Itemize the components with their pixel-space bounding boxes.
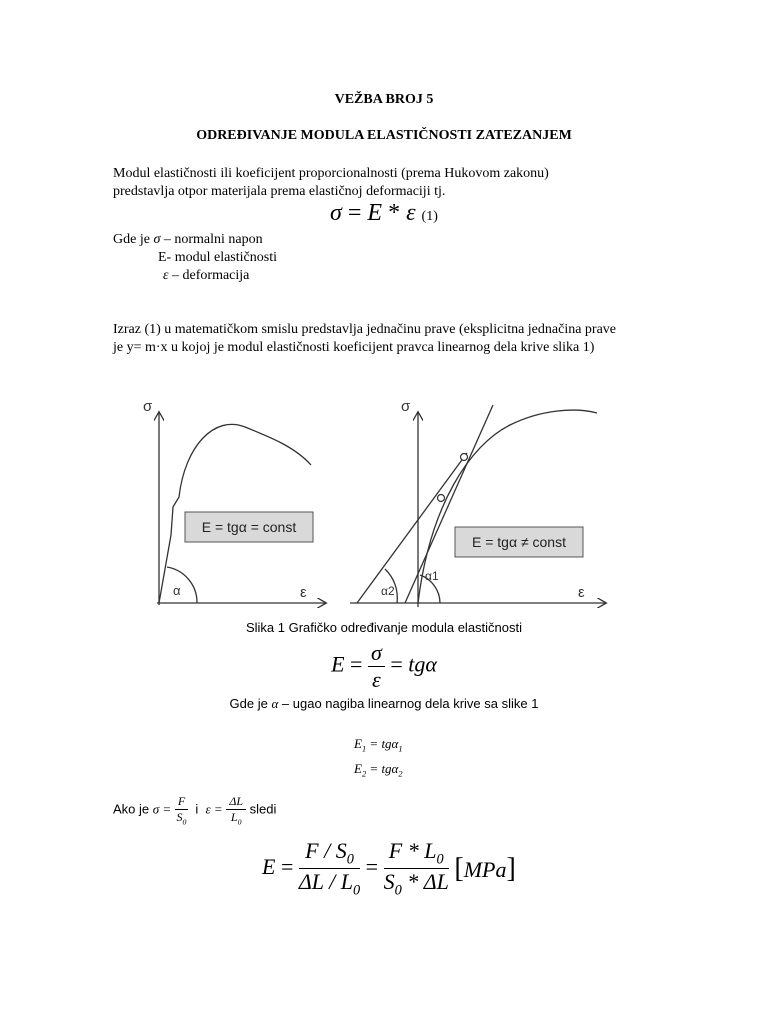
ako-F: F: [175, 794, 188, 810]
where1-line-eps: [163, 267, 249, 285]
ako-S0-sub: 0: [182, 817, 187, 827]
where2-alpha: α: [271, 696, 279, 711]
eq4-num1: [299, 838, 360, 869]
eq3-rhs1-sub: 1: [398, 743, 403, 754]
eq4-fraction-1: [299, 838, 360, 900]
eq1-equals: =: [347, 200, 362, 226]
where1-line-sigma: [113, 231, 263, 249]
para2-line-2: je y= m·x u kojoj je modul elastičnosti koeficijent pravca linearnog dela krive slika 1): [113, 340, 595, 355]
eq4-num1-text: F / S: [305, 838, 347, 863]
eq3-E1: E: [354, 736, 362, 751]
figure-caption: Slika 1 Grafičko određivanje modula elastičnosti: [245, 620, 523, 635]
equation-4: [262, 838, 516, 900]
left-y-label: σ: [143, 398, 153, 415]
where1-eps-desc: – deformacija: [168, 268, 250, 283]
right-y-label: σ: [401, 398, 411, 415]
ako-S0-letter: S: [176, 810, 183, 824]
ako-i: i: [195, 801, 199, 817]
ako-L0-sub: 0: [237, 817, 242, 827]
subheading: ODREĐIVANJE MODULA ELASTIČNOSTI ZATEZANJEM: [196, 128, 572, 143]
right-angle2-label: α2: [381, 584, 395, 598]
ako-prefix: Ako je: [113, 801, 150, 817]
eq4-num2-text: F * L: [388, 838, 437, 863]
right-curve: [418, 410, 597, 603]
ako-L0-letter: L: [230, 810, 238, 824]
eq1-epsilon: ε: [406, 200, 416, 226]
eq4-E: E: [262, 853, 276, 879]
right-formula-text: E = tgα ≠ const: [472, 534, 566, 550]
left-angle-arc: [167, 567, 197, 603]
eq3-rhs2-sub: 2: [398, 768, 403, 779]
eq4-den2-sub: 0: [394, 882, 402, 899]
eq4-den2: [384, 869, 449, 899]
intro-line-1: Modul elastičnosti ili koeficijent proporcionalnosti (prema Hukovom zakonu): [113, 166, 549, 181]
eq2-denominator: ε: [372, 667, 381, 692]
eq2-E: E: [331, 651, 345, 677]
left-x-label: ε: [300, 584, 307, 601]
eq2-fraction: [368, 640, 385, 693]
ako-fraction-2: [226, 794, 246, 826]
eq3-rhs1: = tgα: [366, 736, 399, 751]
equation-3: [354, 734, 403, 783]
ako-je-line: [113, 794, 276, 826]
eq2-equals: =: [350, 651, 363, 677]
eq4-num2: [384, 838, 449, 869]
equation-2: [0, 640, 768, 693]
eq4-den2-text: S: [383, 869, 395, 895]
eq3-E2-sub: 2: [361, 768, 367, 779]
eq3-E2: E: [354, 760, 362, 776]
eq4-fraction-2: [384, 838, 449, 900]
right-point-1: [438, 495, 445, 502]
left-formula-text: E = tgα = const: [201, 519, 297, 535]
ako-eps: ε =: [205, 801, 223, 817]
eq4-num2-sub: 0: [436, 851, 444, 868]
right-point-2: [461, 454, 468, 461]
eq4-den2-rest: * ΔL: [401, 869, 449, 895]
intro-line-2: predstavlja otpor materijala prema elastičnoj deformaciji tj.: [113, 184, 446, 199]
right-angle1-label: α1: [425, 569, 439, 583]
eq1-E: E: [367, 200, 383, 226]
where1-sigma: σ: [153, 232, 161, 247]
eq3-line-2: [354, 759, 403, 784]
eq4-den1: [299, 869, 360, 899]
eq3-rhs2: = tgα: [366, 760, 399, 776]
right-secant-line: [357, 453, 467, 603]
eq4-equals: =: [280, 853, 294, 879]
eq1-star: *: [388, 200, 401, 226]
eq4-equals-2: =: [365, 853, 379, 879]
where1-line-E: E- modul elastičnosti: [158, 250, 277, 265]
eq4-unit-text: MPa: [463, 856, 507, 882]
eq2-equals-2: =: [390, 651, 403, 677]
ako-S0: [175, 810, 188, 826]
where2-line: [0, 696, 768, 712]
para2-line-1: Izraz (1) u matematičkom smislu predstavlja jednačinu prave (eksplicitna jednačina prave: [113, 322, 617, 337]
right-x-label: ε: [578, 584, 585, 601]
eq4-num1-sub: 0: [346, 851, 354, 868]
eq4-den1-text: ΔL / L: [298, 869, 353, 895]
eq2-rhs: tgα: [408, 651, 437, 677]
where1-epsilon: ε: [163, 268, 169, 283]
eq4-den1-sub: 0: [352, 882, 361, 899]
ako-L0: [226, 810, 246, 826]
eq3-line-1: [354, 734, 403, 759]
ako-dL: ΔL: [226, 794, 246, 810]
eq1-sigma: σ: [330, 200, 342, 226]
equation-1: [330, 200, 438, 227]
left-angle-label: α: [173, 583, 181, 598]
ako-suffix: sledi: [249, 801, 277, 817]
where2-prefix: Gde je: [229, 696, 268, 711]
eq1-number: (1): [421, 209, 438, 224]
eq4-unit: [MPa]: [454, 852, 516, 884]
eq2-numerator: σ: [368, 640, 385, 667]
eq3-E1-sub: 1: [361, 743, 367, 754]
ako-fraction-1: [175, 794, 188, 826]
figure-stress-strain: [135, 385, 615, 615]
where1-sigma-desc: – normalni napon: [160, 232, 263, 247]
heading: VEŽBA BROJ 5: [334, 92, 434, 107]
where2-desc: – ugao nagiba linearnog dela krive sa slike 1: [278, 696, 539, 711]
ako-sigma: σ =: [152, 801, 172, 817]
where1-prefix: Gde je: [113, 232, 150, 247]
